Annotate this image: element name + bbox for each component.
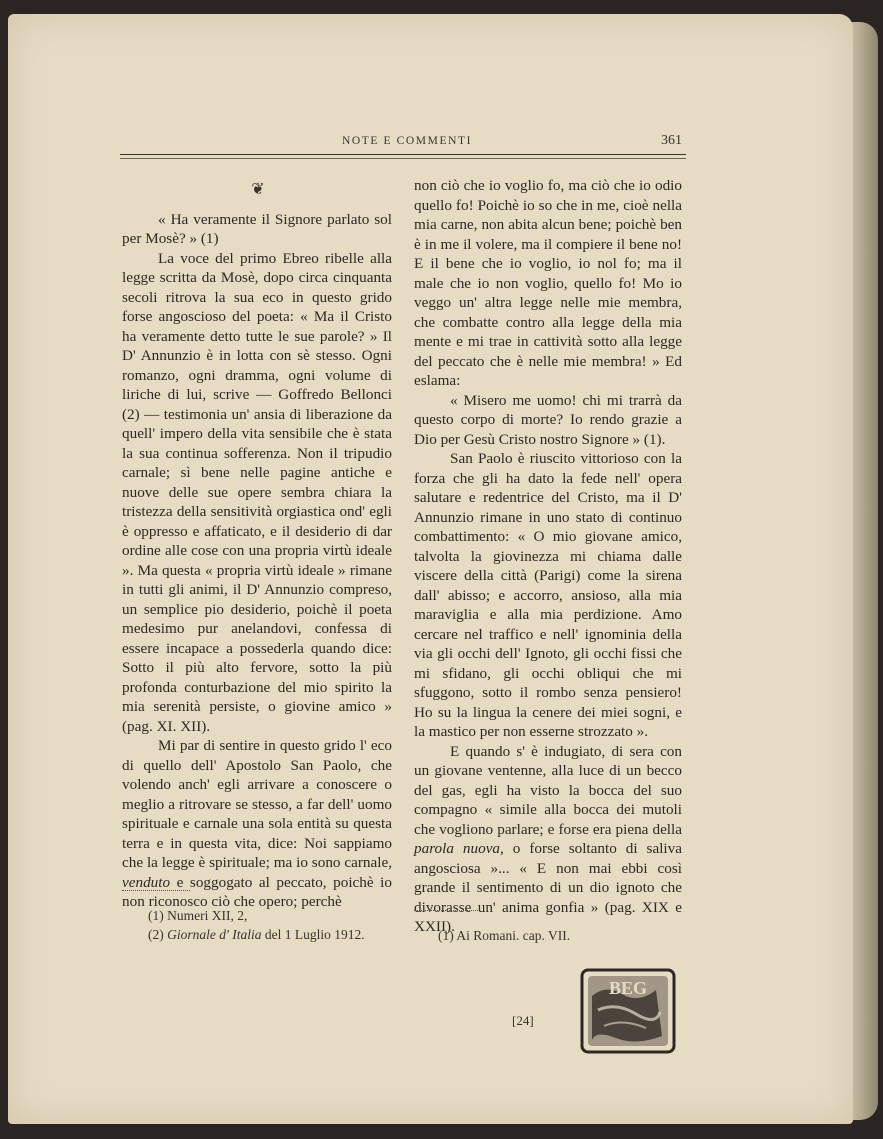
footnote: (2) Giornale d' Italia del 1 Luglio 1912. — [148, 927, 365, 942]
paragraph: « Misero me uomo! chi mi trarrà da questo corpo di morte? Io rendo grazie a Dio per Gesù Cristo nostro Signore » (1). — [414, 391, 682, 448]
header-rule-thin — [120, 158, 686, 159]
left-column — [122, 176, 392, 912]
paragraph: Mi par di sentire in questo grido l' eco di quello dell' Apostolo San Paolo, che volendo anch' egli arrivare a conoscere o meglio a ritrovare se stesso, a far dell' uomo spirituale e carnale una sola entità su questa terra e in questa vita, dice: Noi sappiamo che la legge è spirituale; ma io sono carnale, venduto e soggogato al peccato, poichè io non riconosco ciò che opero; perchè — [122, 737, 392, 910]
page-number: 361 — [661, 133, 682, 148]
ornament-icon: ❦ — [251, 181, 265, 198]
footnote-separator — [414, 910, 478, 911]
signature-mark: [24] — [512, 1013, 534, 1028]
paragraph: San Paolo è riuscito vittorioso con la forza che gli ha dato la fede nell' opera salutare e redentrice del Cristo, ma il D' Annunzio rimane in uno stato di continuo combattimento: « O mio giovane amico, talvolta la giovinezza mi chiama dalle viscere della città (Parigi) come la sirena dall' abisso; e accorro, ansioso, alla mia maraviglia e alla mia perdizione. Amo cercare nel traffico e nell' ignominia della via gli occhi dell' Ignoto, gli occhi fissi che mi sfidano, gli occhi obliqui che mi sfuggono, sotto il rombo senza pensiero! Ho su la lingua la cenere dei miei sogni, e la mastico per non esserne strozzato ». — [414, 450, 682, 740]
footnote-separator — [122, 890, 190, 891]
library-stamp-icon — [576, 966, 680, 1056]
paragraph: E quando s' è indugiato, di sera con un giovane ventenne, alla luce di un becco del gas, egli ha visto la bocca del suo compagno « simile alla bocca dei mutoli che vogliono parlare; e forse era piena della parola nuova, o forse soltanto di saliva angosciosa »... « E non mai ebbi così grande il sentimento di un dio ignoto che divorasse un' anima gonfia » (pag. XIX e XXII). — [414, 742, 682, 935]
right-column — [414, 176, 682, 937]
paragraph: non ciò che io voglio fo, ma ciò che io odio quello fo! Poichè io so che in me, cioè nella mia carne, non abita alcun bene; poichè ben è in me il volere, ma il compiere il bene no! E il bene che io voglio, io nol fo; ma il male che io non voglio, quello fo! Mo io veggo un' altra legge nelle mie membra, che combatte contro alla legge della mia mente e mi trae in cattività sotto alla legge del peccato che è nelle mie membra! » Ed eslama: — [414, 177, 682, 389]
footnote: (1) Ai Romani. cap. VII. — [438, 928, 571, 943]
stamp-text: BEG — [608, 978, 648, 998]
paragraph: La voce del primo Ebreo ribelle alla legge scritta da Mosè, dopo circa cinquanta secoli ritrova la sua eco in questo grido forse angoscioso del poeta: « Ma il Cristo ha veramente detto tutte le sue parole? » Il D' Annunzio è in lotta con sè stesso. Ogni romanzo, ogni dramma, ogni volume di liriche di lui, scrive — Goffredo Bellonci (2) — testimonia un' ansia di liberazione da quell' impero della vita sensibile che è stata la sua continua sofferenza. Non il tripudio carnale; sì bene nelle pagine antiche e nuove delle sue opere sembra chiara la tristezza della sensitività orgiastica ond' egli è oppresso e affaticato, e il desiderio di dar ordine alle cose con una propria virtù ideale ». Ma questa « propria virtù ideale » rimane in tutti gli animi, il D' Annunzio compreso, un semplice pio desiderio, poichè il poeta medesimo pur anelandovi, confessa di essere incapace a possederla quando dice: Sotto il più alto fervore, sotto la più profonda conturbazione del mio spirito la mia serenità persiste, o giovine amico » (pag. XI. XII). — [122, 249, 392, 735]
page-header — [120, 133, 686, 153]
running-head: NOTE E COMMENTI — [342, 135, 473, 147]
paragraph: « Ha veramente il Signore parlato sol per Mosè? » (1) — [122, 210, 392, 247]
footnote: (1) Numeri XII, 2, — [148, 908, 248, 923]
header-rule — [120, 154, 686, 155]
